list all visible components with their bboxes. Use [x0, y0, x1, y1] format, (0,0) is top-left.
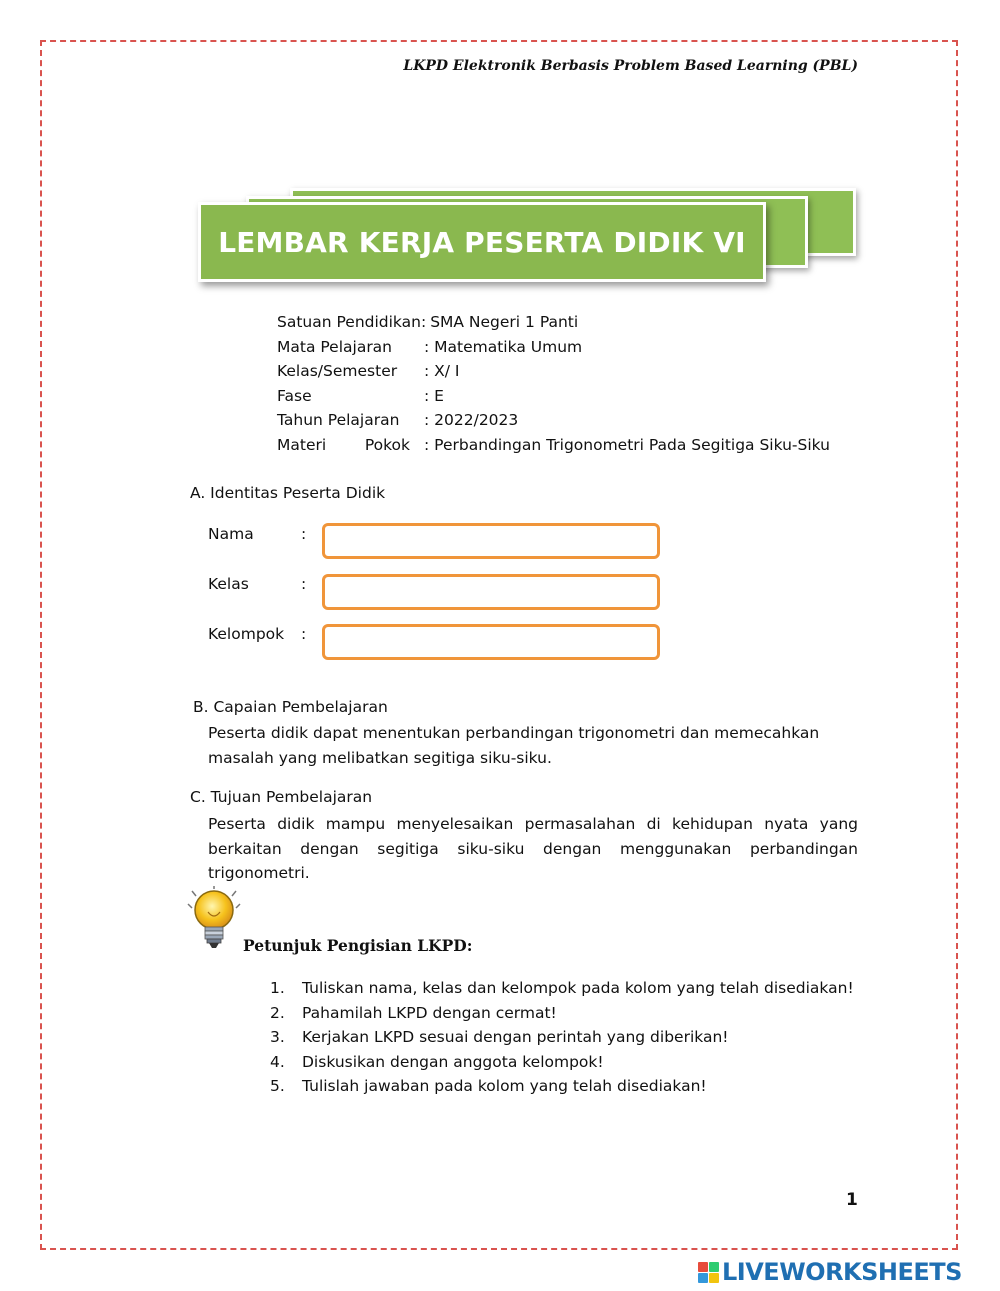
page-title: LEMBAR KERJA PESERTA DIDIK VI — [218, 225, 746, 259]
list-item — [270, 1025, 858, 1050]
logo-square — [709, 1273, 719, 1283]
colon: : — [301, 525, 307, 543]
info-value: : Matematika Umum — [424, 337, 583, 356]
info-row-fase — [277, 384, 830, 409]
info-row-satuan — [277, 310, 830, 335]
list-item — [270, 1074, 858, 1099]
info-label-part: Materi — [277, 435, 327, 454]
info-label: Mata Pelajaran — [277, 337, 393, 356]
list-number: 4. — [270, 1052, 285, 1071]
section-c-text: Peserta didik mampu menyelesaikan permasalahan di kehidupan nyata yang berkaitan dengan segitiga siku-siku dengan menggunakan perbandingan trigonometri. — [208, 815, 858, 883]
list-text: Diskusikan dengan anggota kelompok! — [302, 1052, 604, 1071]
kelas-input[interactable] — [322, 574, 660, 610]
liveworksheets-logo[interactable] — [698, 1258, 962, 1286]
list-text: Kerjakan LKPD sesuai dengan perintah yang diberikan! — [302, 1028, 729, 1047]
list-number: 3. — [270, 1028, 285, 1047]
info-label: Satuan Pendidikan: — [277, 313, 427, 331]
nama-label: Nama — [208, 525, 254, 543]
logo-square — [698, 1273, 708, 1283]
colon: : — [301, 625, 307, 643]
list-item — [270, 1001, 858, 1026]
info-row-mapel — [277, 335, 830, 360]
petunjuk-list — [270, 976, 858, 1099]
liveworksheets-text: LIVEWORKSHEETS — [722, 1258, 962, 1286]
logo-square — [709, 1262, 719, 1272]
list-item — [270, 976, 858, 1001]
info-row-tahun — [277, 408, 830, 433]
list-number: 2. — [270, 1003, 285, 1022]
info-label — [277, 433, 410, 458]
section-b-text: Peserta didik dapat menentukan perbandingan trigonometri dan memecahkan masalah yang melibatkan segitiga siku-siku. — [208, 724, 820, 767]
info-value: : X/ I — [424, 362, 460, 381]
info-label: Fase — [277, 386, 312, 405]
info-label: Tahun Pelajaran — [277, 411, 400, 430]
info-block — [277, 310, 830, 458]
page-number: 1 — [846, 1190, 858, 1210]
info-label: Kelas/Semester — [277, 362, 398, 381]
kelompok-input[interactable] — [322, 624, 660, 660]
lightbulb-icon — [186, 886, 242, 954]
liveworksheets-icon — [698, 1262, 719, 1283]
title-banner — [198, 202, 766, 282]
petunjuk-title: Petunjuk Pengisian LKPD: — [243, 936, 473, 955]
info-value: SMA Negeri 1 Panti — [430, 313, 579, 331]
section-b-title: B. Capaian Pembelajaran — [193, 698, 388, 716]
list-text: Tuliskan nama, kelas dan kelompok pada kolom yang telah disediakan! — [302, 979, 854, 997]
list-text: Pahamilah LKPD dengan cermat! — [302, 1003, 557, 1022]
colon: : — [301, 575, 307, 593]
list-item — [270, 1050, 858, 1075]
section-a-title: A. Identitas Peserta Didik — [190, 484, 386, 502]
list-text: Tulislah jawaban pada kolom yang telah disediakan! — [302, 1077, 707, 1096]
section-c-title: C. Tujuan Pembelajaran — [190, 788, 373, 806]
list-number: 1. — [270, 979, 285, 997]
logo-square — [698, 1262, 708, 1272]
document-header: LKPD Elektronik Berbasis Problem Based Learning (PBL) — [403, 58, 858, 74]
list-number: 5. — [270, 1077, 285, 1096]
info-value: : Perbandingan Trigonometri Pada Segitiga Siku-Siku — [424, 435, 830, 454]
nama-input[interactable] — [322, 523, 660, 559]
info-value: : E — [424, 386, 444, 405]
info-row-materi — [277, 433, 830, 458]
info-label-part: Pokok — [364, 435, 410, 454]
kelompok-label: Kelompok — [208, 625, 285, 643]
info-value: : 2022/2023 — [424, 411, 519, 430]
info-row-kelas — [277, 359, 830, 384]
kelas-label: Kelas — [208, 575, 249, 593]
